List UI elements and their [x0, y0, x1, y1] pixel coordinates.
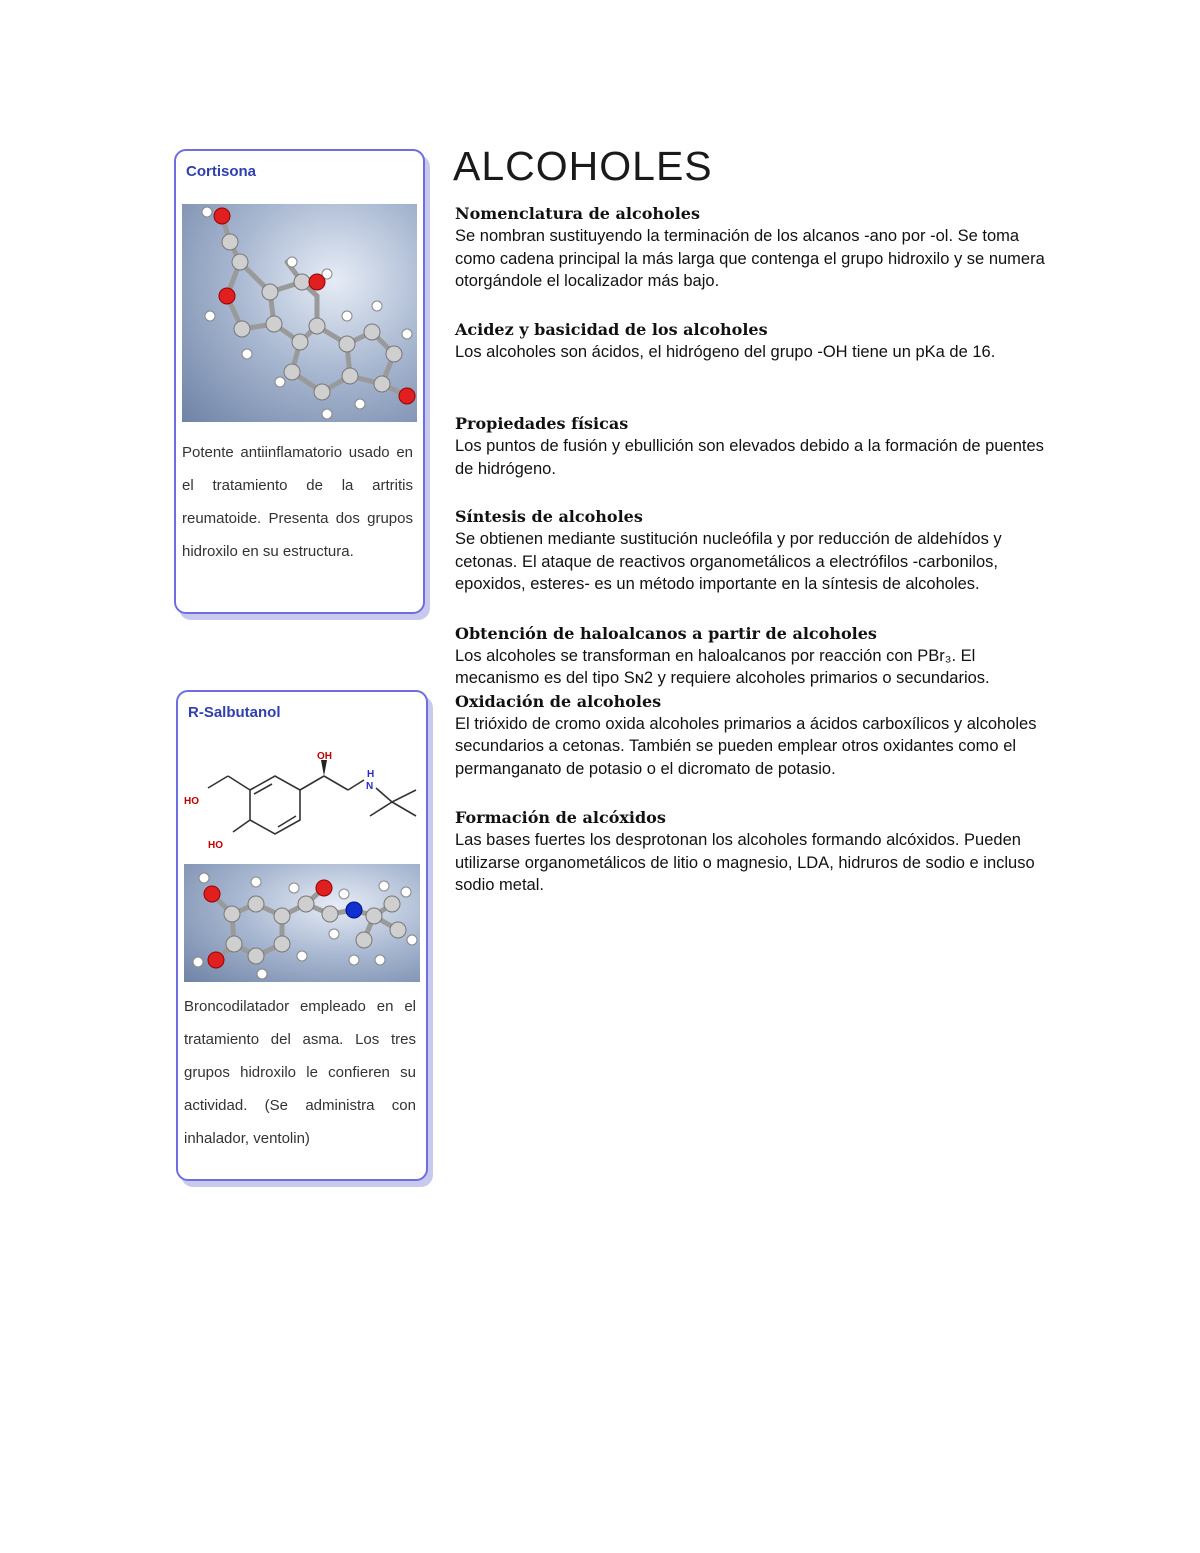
cortisona-molecule-image — [182, 204, 417, 422]
section-body: Las bases fuertes los desprotonan los alcoholes formando alcóxidos. Pueden utilizarse organometálicos de litio o magnesio, LDA, hidruros de sodio e incluso sodio metal. — [455, 831, 1035, 894]
section-oxidacion — [455, 690, 1045, 781]
cortisona-card-title: Cortisona — [186, 163, 257, 180]
salbutanol-ho-bottom-label: HO — [208, 840, 223, 851]
section-body: Los alcoholes son ácidos, el hidrógeno del grupo -OH tiene un pKa de 16. — [455, 342, 996, 361]
section-propiedades — [455, 412, 1045, 480]
salbutanol-ho-left-label: HO — [184, 796, 199, 807]
salbutanol-structural-formula — [178, 742, 426, 860]
section-heading: Propiedades físicas — [455, 414, 629, 433]
section-body: Se obtienen mediante sustitución nucleófila y por reducción de aldehídos y cetonas. El ataque de reactivos organometálicos a electrófilos -carbonilos, epoxidos, esteres- es un método importante en la síntesis de alcoholes. — [455, 530, 1002, 593]
section-heading: Nomenclatura de alcoholes — [455, 204, 700, 223]
cortisona-description: Potente antiinflamatorio usado en el tratamiento de la artritis reumatoide. Presenta dos grupos hidroxilo en su estructura. — [182, 444, 413, 560]
section-heading: Formación de alcóxidos — [455, 808, 666, 827]
cortisona-ball-and-stick-model — [182, 204, 417, 422]
section-acidez — [455, 318, 1045, 364]
salbutanol-nh-h-label: H — [367, 769, 375, 780]
section-nomenclatura — [455, 202, 1045, 293]
salbutanol-card-title: R-Salbutanol — [188, 704, 281, 721]
salbutanol-nh-n-label: N — [366, 781, 374, 792]
salbutanol-ball-and-stick-model — [184, 864, 420, 982]
salbutanol-description: Broncodilatador empleado en el tratamiento del asma. Los tres grupos hidroxilo le confieren su actividad. (Se administra con inhalador, ventolin) — [184, 998, 416, 1147]
salbutanol-card — [176, 690, 428, 1181]
section-body: El trióxido de cromo oxida alcoholes primarios a ácidos carboxílicos y alcoholes secundarios a cetonas. También se pueden emplear otros oxidantes como el permanganato de potasio o el dicromato de potasio. — [455, 714, 1037, 778]
section-heading: Obtención de haloalcanos a partir de alcoholes — [455, 623, 877, 643]
cortisona-card — [174, 149, 425, 614]
section-heading: Síntesis de alcoholes — [455, 507, 643, 526]
section-body: Los alcoholes se transforman en haloalcanos por reacción con PBr₃. El mecanismo es del tipo Sɴ2 y requiere alcoholes primarios o secundarios. — [455, 646, 990, 687]
salbutanol-molecule-image — [184, 864, 420, 982]
salbutanol-oh-label: OH — [317, 751, 332, 762]
section-body: Se nombran sustituyendo la terminación de los alcanos -ano por -ol. Se toma como cadena principal la más larga que contenga el grupo hidroxilo y se numera otorgándole el localizador más bajo. — [455, 227, 1045, 290]
section-haloalcanos — [455, 622, 1045, 690]
page-title: ALCOHOLES — [453, 143, 713, 189]
content-column — [455, 202, 1045, 897]
section-heading: Oxidación de alcoholes — [455, 691, 662, 711]
section-heading: Acidez y basicidad de los alcoholes — [455, 319, 768, 339]
section-sintesis — [455, 505, 1045, 596]
section-body: Los puntos de fusión y ebullición son elevados debido a la formación de puentes de hidrógeno. — [455, 437, 1044, 478]
section-alcoxidos — [455, 806, 1045, 897]
